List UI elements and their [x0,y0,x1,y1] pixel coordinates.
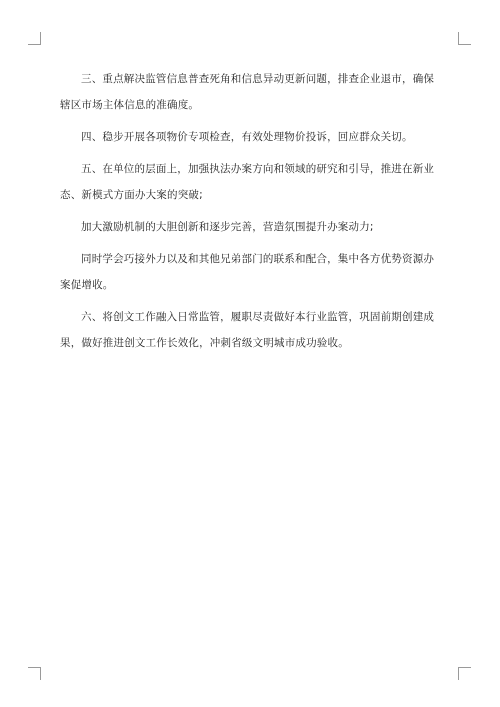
paragraph-3: 三、重点解决监管信息普查死角和信息异动更新问题，排查企业退市，确保辖区市场主体信息的准确度。 [60,73,435,111]
page-corner-mark-bottom-right [458,667,471,680]
paragraph-5: 五、在单位的层面上，加强执法办案方向和领域的研究和引导，推进在新业态、新模式方面办大案的突破; [60,163,435,201]
page-corner-mark-top-right [458,32,471,45]
paragraph-6: 六、将创文工作融入日常监管，履职尽责做好本行业监管，巩固前期创建成果，做好推进创文工作长效化，冲刺省级文明城市成功验收。 [60,311,435,349]
paragraph-4: 四、稳步开展各项物价专项检查，有效处理物价投诉，回应群众关切。 [81,131,413,143]
page-corner-mark-bottom-left [28,667,41,680]
paragraph-5-incentive: 加大激励机制的大胆创新和逐步完善，营造氛围提升办案动力; [81,221,374,233]
page-corner-mark-top-left [28,32,41,45]
paragraph-5-cooperation: 同时学会巧接外力以及和其他兄弟部门的联系和配合，集中各方优势资源办案促增收。 [60,253,435,291]
document-body [60,66,444,362]
